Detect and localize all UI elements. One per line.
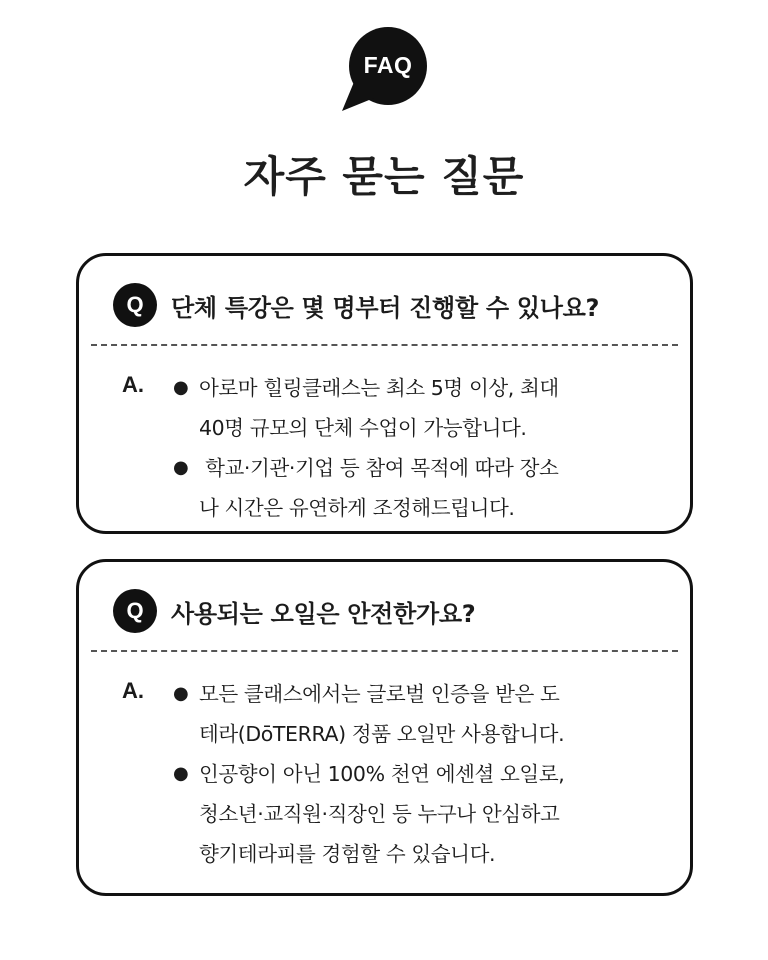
faq-speech-bubble-icon [340, 26, 432, 112]
answer-list [173, 368, 673, 528]
answer-line: 40명 규모의 단체 수업이 가능합니다. [199, 416, 527, 440]
answer-item [173, 674, 673, 754]
question-row [79, 282, 690, 328]
answer-line: 인공향이 아닌 100% 천연 에센셜 오일로, [199, 762, 565, 786]
answer-label: A. [122, 372, 144, 397]
answer-list [173, 674, 673, 874]
faq-card [76, 253, 693, 534]
answer-line: 학교·기관·기업 등 참여 목적에 따라 장소 [199, 456, 559, 480]
answer-line: 테라(DōTERRA) 정품 오일만 사용합니다. [199, 722, 565, 746]
faq-badge-label: FAQ [363, 51, 413, 78]
bullet-icon: ● [173, 377, 189, 398]
dashed-divider [91, 650, 678, 652]
question-mark-icon: Q [113, 589, 157, 633]
question-mark-icon: Q [113, 283, 157, 327]
answer-item [173, 448, 673, 528]
answer-line: 나 시간은 유연하게 조정해드립니다. [199, 496, 515, 520]
answer-item [173, 368, 673, 448]
question-text: 단체 특강은 몇 명부터 진행할 수 있나요? [171, 293, 600, 322]
answer-label: A. [122, 678, 144, 703]
page-title: 자주 묻는 질문 [243, 152, 525, 201]
answer-line: 향기테라피를 경험할 수 있습니다. [199, 842, 496, 866]
dashed-divider [91, 344, 678, 346]
answer-line: 아로마 힐링클래스는 최소 5명 이상, 최대 [199, 376, 559, 400]
bullet-icon: ● [173, 683, 189, 704]
question-row [79, 588, 690, 634]
faq-card [76, 559, 693, 896]
bullet-icon: ● [173, 763, 189, 784]
question-text: 사용되는 오일은 안전한가요? [171, 599, 476, 628]
answer-item [173, 754, 673, 874]
answer-line: 모든 클래스에서는 글로벌 인증을 받은 도 [199, 682, 560, 706]
answer-line: 청소년·교직원·직장인 등 누구나 안심하고 [199, 802, 560, 826]
bullet-icon: ● [173, 457, 189, 478]
